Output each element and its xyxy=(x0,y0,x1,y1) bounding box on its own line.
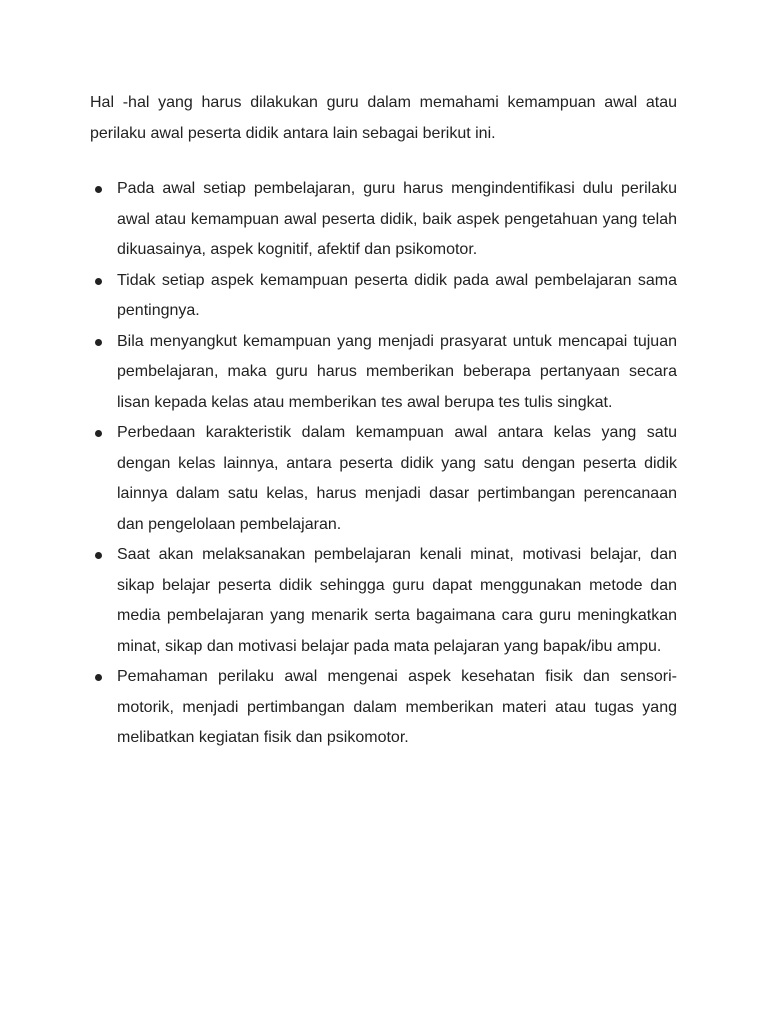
document-content xyxy=(90,88,677,754)
bullet-icon xyxy=(95,186,102,193)
bullet-icon xyxy=(95,430,102,437)
list-item xyxy=(90,266,677,327)
list-item xyxy=(90,662,677,754)
list-item xyxy=(90,327,677,419)
bullet-icon xyxy=(95,552,102,559)
bullet-list xyxy=(90,174,677,754)
list-item-text: Tidak setiap aspek kemampuan peserta didik pada awal pembelajaran sama pentingnya. xyxy=(117,271,677,319)
list-item xyxy=(90,540,677,662)
intro-paragraph: Hal -hal yang harus dilakukan guru dalam memahami kemampuan awal atau perilaku awal peserta didik antara lain sebagai berikut ini. xyxy=(90,94,677,142)
bullet-icon xyxy=(95,674,102,681)
list-item xyxy=(90,418,677,540)
list-item xyxy=(90,174,677,266)
bullet-icon xyxy=(95,278,102,285)
list-item-text: Pada awal setiap pembelajaran, guru harus mengindentifikasi dulu perilaku awal atau kemampuan awal peserta didik, baik aspek pengetahuan yang telah dikuasainya, aspek kognitif, afektif dan psikomotor. xyxy=(117,180,677,258)
list-item-text: Pemahaman perilaku awal mengenai aspek kesehatan fisik dan sensori-motorik, menjadi pertimbangan dalam memberikan materi atau tugas yang melibatkan kegiatan fisik dan psikomotor. xyxy=(117,668,677,746)
list-item-text: Bila menyangkut kemampuan yang menjadi prasyarat untuk mencapai tujuan pembelajaran, maka guru harus memberikan beberapa pertanyaan secara lisan kepada kelas atau memberikan tes awal berupa tes tulis singkat. xyxy=(117,332,677,411)
list-item-text: Perbedaan karakteristik dalam kemampuan awal antara kelas yang satu dengan kelas lainnya, antara peserta didik yang satu dengan peserta didik lainnya dalam satu kelas, harus menjadi dasar pertimbangan perencanaan dan pengelolaan pembelajaran. xyxy=(117,424,677,533)
bullet-icon xyxy=(95,339,102,346)
list-item-text: Saat akan melaksanakan pembelajaran kenali minat, motivasi belajar, dan sikap belajar peserta didik sehingga guru dapat menggunakan metode dan media pembelajaran yang menarik serta bagaimana cara guru meningkatkan minat, sikap dan motivasi belajar pada mata pelajaran yang bapak/ibu ampu. xyxy=(117,546,677,655)
